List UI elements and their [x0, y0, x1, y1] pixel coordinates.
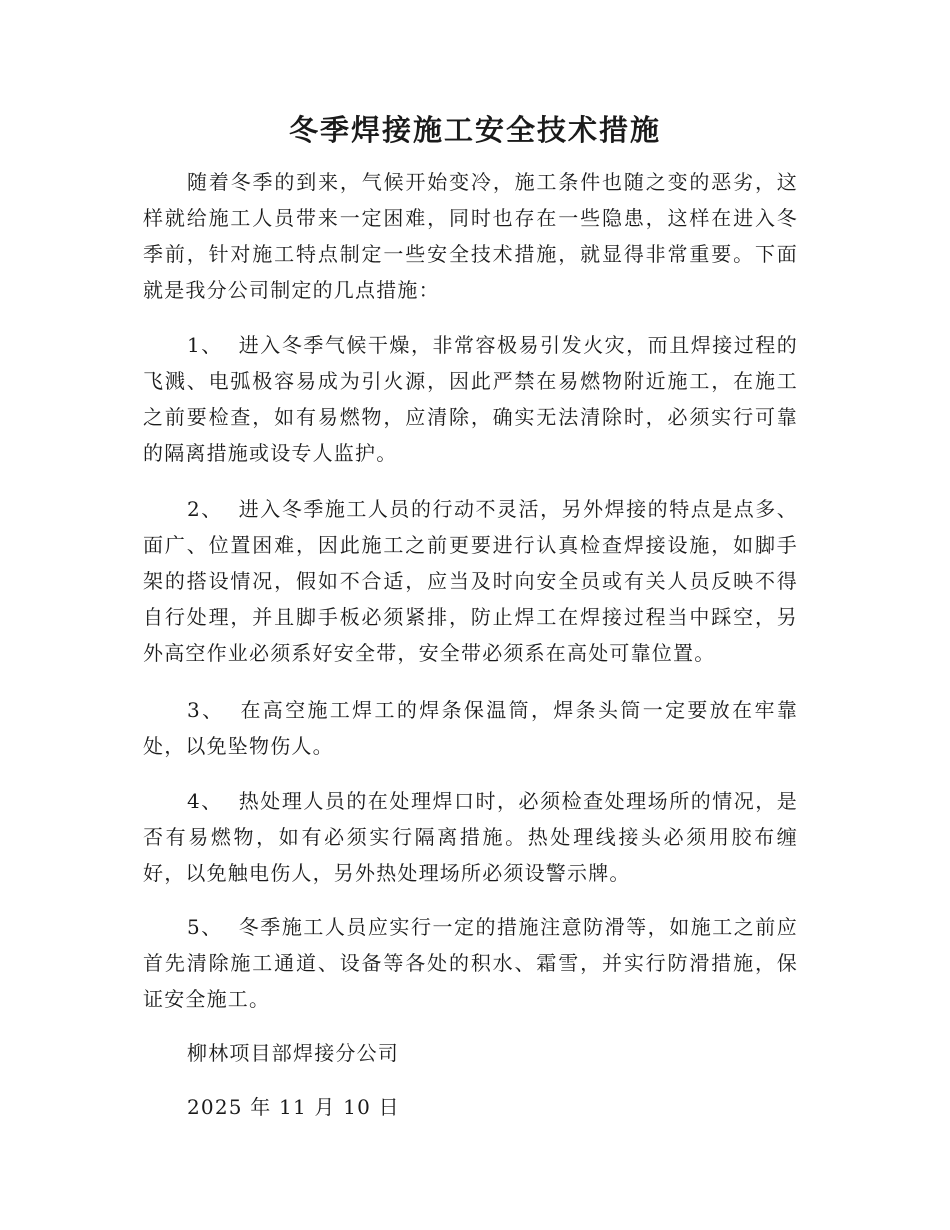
- list-item: [143, 327, 798, 471]
- item-text: 冬季施工人员应实行一定的措施注意防滑等，如施工之前应首先清除施工通道、设备等各处的积水、霜雪，并实行防滑措施，保证安全施工。: [143, 915, 799, 1011]
- list-item: [143, 491, 798, 671]
- signature-date: 2025 年 11 月 10 日: [187, 1095, 400, 1119]
- item-text: 进入冬季气候干燥，非常容极易引发火灾，而且焊接过程的飞溅、电弧极容易成为引火源，因此严禁在易燃物附近施工，在施工之前要检查，如有易燃物，应清除，确实无法清除时，必须实行可靠的隔离措施或设专人监护。: [143, 333, 799, 465]
- item-text: 进入冬季施工人员的行动不灵活，另外焊接的特点是点多、面广、位置困难，因此施工之前更要进行认真检查焊接设施，如脚手架的搭设情况，假如不合适，应当及时向安全员或有关人员反映不得自行处理，并且脚手板必须紧排，防止焊工在焊接过程当中踩空，另外高空作业必须系好安全带，安全带必须系在高处可靠位置。: [143, 497, 799, 665]
- item-number: 5、: [187, 915, 223, 939]
- item-number: 2、: [187, 497, 223, 521]
- item-text: 热处理人员的在处理焊口时，必须检查处理场所的情况，是否有易燃物，如有必须实行隔离措施。热处理线接头必须用胶布缠好，以免触电伤人，另外热处理场所必须设警示牌。: [143, 789, 799, 885]
- item-number: 1、: [187, 333, 223, 357]
- item-number: 4、: [187, 789, 223, 813]
- list-item: [143, 783, 798, 891]
- item-text: 在高空施工焊工的焊条保温筒，焊条头筒一定要放在牢靠处，以免坠物伤人。: [143, 698, 799, 758]
- list-item: [143, 909, 798, 1017]
- item-number: 3、: [187, 698, 225, 722]
- document-title: 冬季焊接施工安全技术措施: [288, 113, 661, 147]
- intro-paragraph: 随着冬季的到来，气候开始变冷，施工条件也随之变的恶劣，这样就给施工人员带来一定困难，同时也存在一些隐患，这样在进入冬季前，针对施工特点制定一些安全技术措施，就显得非常重要。下面就是我分公司制定的几点措施：: [143, 170, 798, 302]
- signature-organization: 柳林项目部焊接分公司: [187, 1041, 399, 1065]
- list-item: [143, 692, 798, 764]
